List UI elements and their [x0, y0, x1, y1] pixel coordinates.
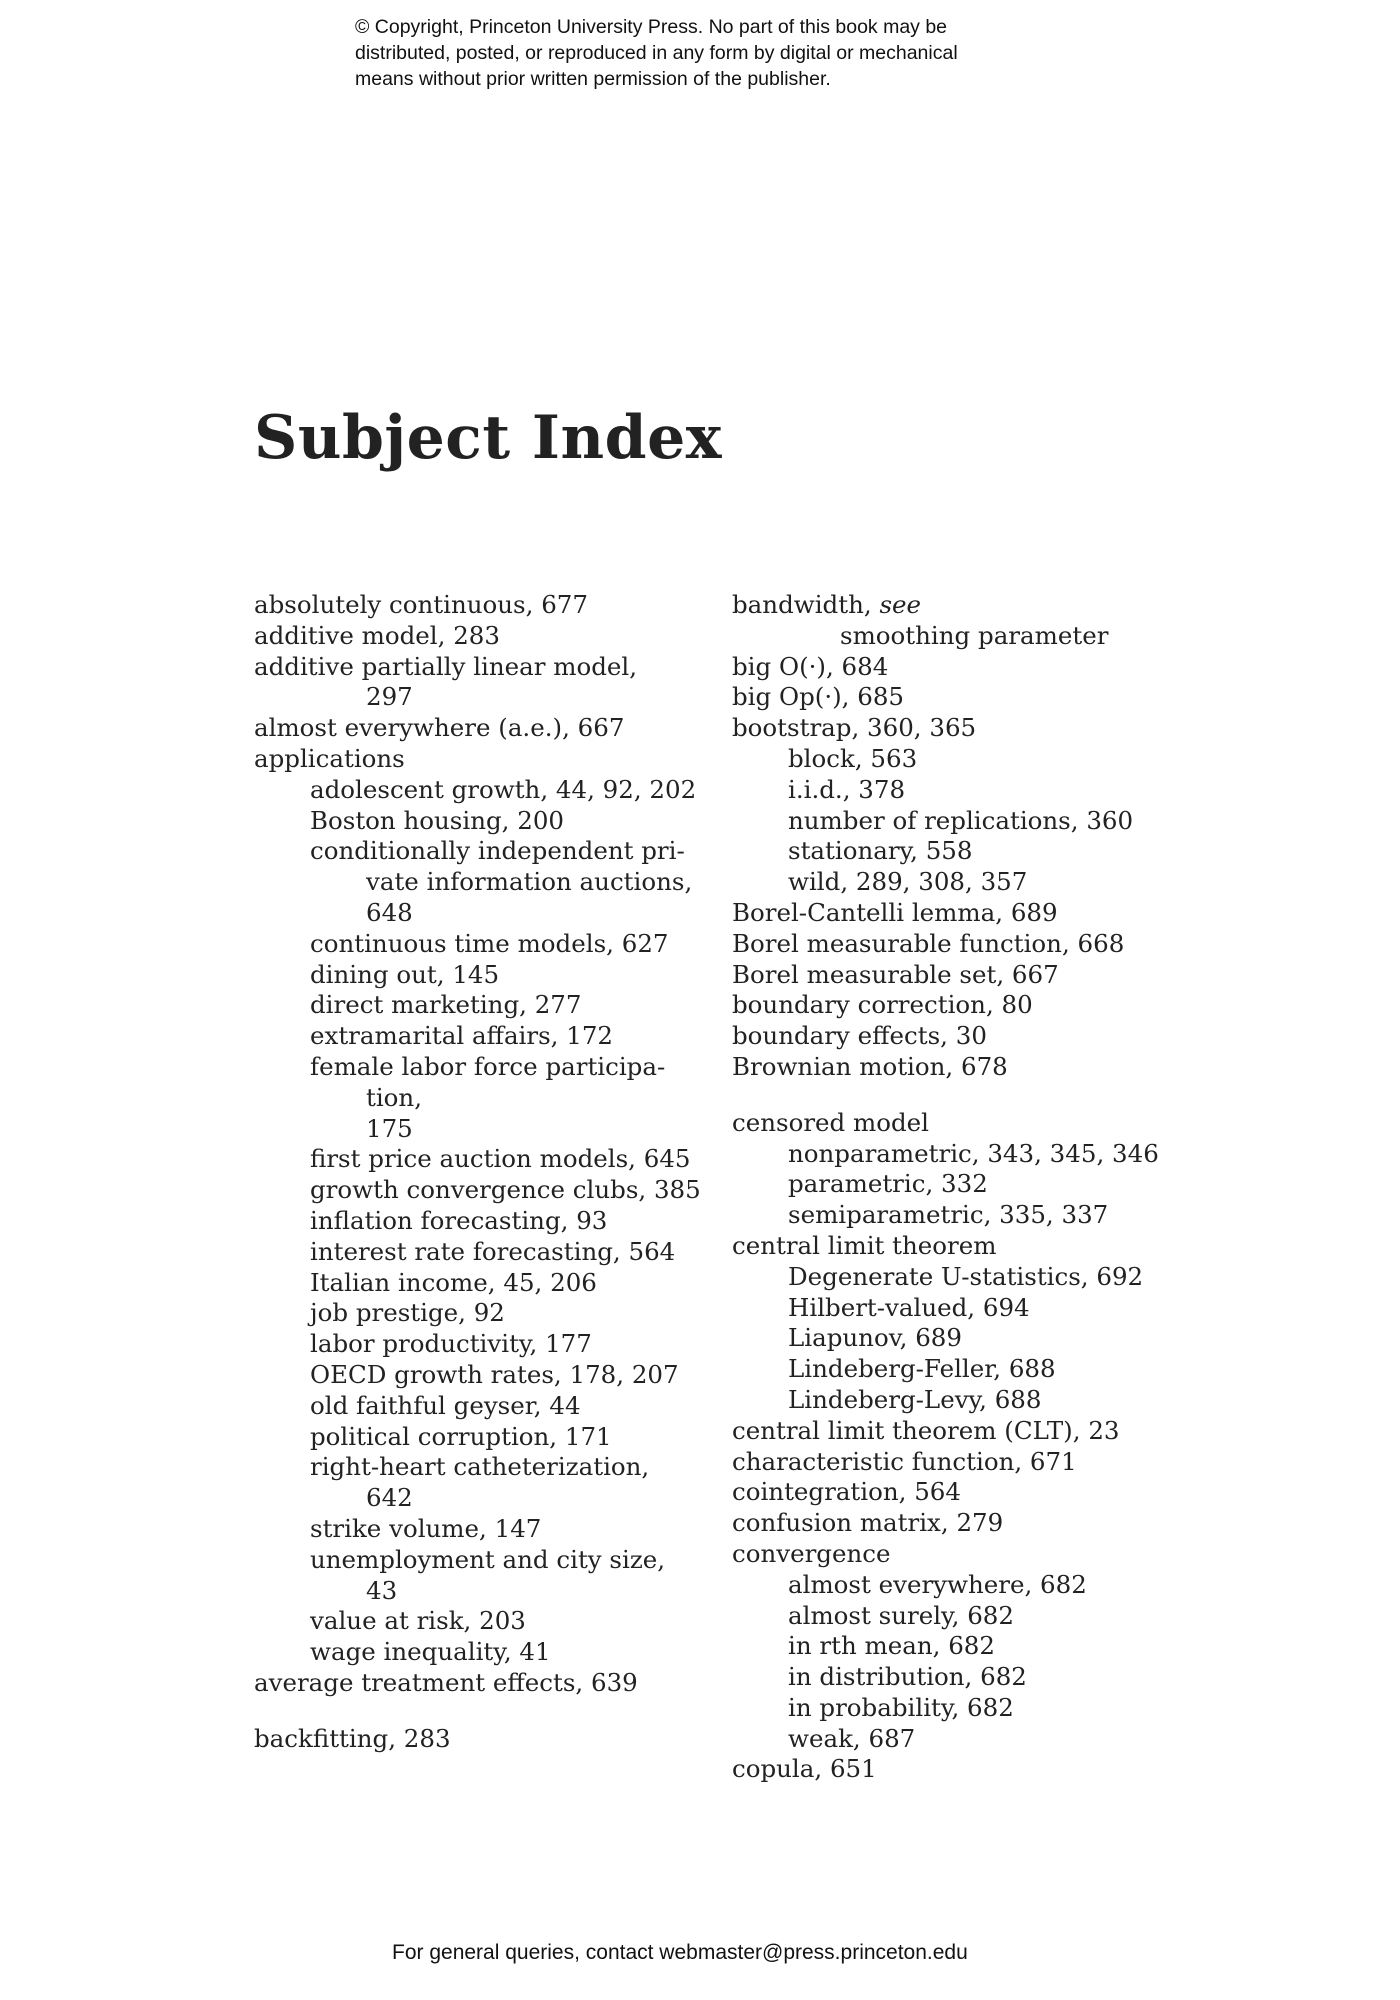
- index-entry-text: absolutely continuous, 677: [254, 590, 588, 619]
- index-subentry: [732, 1601, 1272, 1632]
- index-subentry: [254, 1052, 724, 1083]
- index-subentry: [254, 898, 724, 929]
- index-entry-text: in rth mean, 682: [788, 1631, 995, 1661]
- index-subentry: [732, 744, 1272, 775]
- index-subentry: [254, 1144, 724, 1175]
- index-subentry: [732, 1169, 1272, 1200]
- index-entry-text: almost everywhere (a.e.), 667: [254, 713, 625, 743]
- index-subentry: [254, 836, 724, 867]
- index-entry-text: Lindeberg-Feller, 688: [788, 1354, 1056, 1384]
- index-entry-text: bandwidth,: [732, 590, 880, 619]
- index-subentry: [732, 1200, 1272, 1231]
- index-entry: [254, 1668, 724, 1699]
- index-entry: [254, 621, 724, 652]
- index-column-right: [732, 590, 1272, 1785]
- index-entry-text: continuous time models, 627: [310, 928, 669, 958]
- index-entry: [732, 990, 1272, 1021]
- index-entry: [732, 1539, 1272, 1570]
- index-entry-text: job prestige, 92: [310, 1298, 505, 1328]
- index-subentry: [254, 1021, 724, 1052]
- index-entry: [732, 713, 1272, 744]
- index-entry: [732, 1754, 1272, 1785]
- index-entry: [732, 682, 1272, 713]
- index-entry: [732, 1231, 1272, 1262]
- index-entry-text: dining out, 145: [310, 959, 500, 989]
- index-entry: [254, 590, 724, 621]
- index-entry-text: Italian income, 45, 206: [310, 1267, 597, 1297]
- index-subentry: [254, 1083, 724, 1114]
- index-entry-text: 297: [366, 682, 413, 712]
- index-entry-text: semiparametric, 335, 337: [788, 1200, 1109, 1230]
- index-subentry: [254, 1545, 724, 1576]
- index-entry-text: strike volume, 147: [310, 1513, 542, 1543]
- index-subentry: [254, 1422, 724, 1453]
- index-entry-text: OECD growth rates, 178, 207: [310, 1359, 679, 1389]
- index-entry-text: wild, 289, 308, 357: [788, 867, 1028, 897]
- index-subentry: [732, 1631, 1272, 1662]
- index-subentry: [254, 1514, 724, 1545]
- copyright-line: © Copyright, Princeton University Press. No part of this book may be: [355, 16, 948, 38]
- index-entry-text: right-heart catheterization,: [310, 1452, 650, 1482]
- index-entry-text: Liapunov, 689: [788, 1323, 962, 1353]
- index-entry-text: stationary, 558: [788, 836, 973, 866]
- index-subentry: [254, 1175, 724, 1206]
- index-subentry: [732, 1662, 1272, 1693]
- index-entry-text: 43: [366, 1575, 398, 1605]
- index-subentry: [732, 1693, 1272, 1724]
- index-entry-text: Brownian motion, 678: [732, 1051, 1008, 1081]
- index-entry-text: in distribution, 682: [788, 1662, 1027, 1692]
- index-subentry: [254, 806, 724, 837]
- index-entry-text: first price auction models, 645: [310, 1144, 691, 1174]
- index-entry: [254, 1724, 724, 1755]
- index-entry: [732, 1052, 1272, 1083]
- index-subentry: [732, 1570, 1272, 1601]
- index-entry-text: political corruption, 171: [310, 1421, 612, 1451]
- index-entry-text: conditionally independent pri-: [310, 836, 685, 866]
- index-entry-text: applications: [254, 743, 405, 773]
- index-letter-gap: [254, 1699, 724, 1724]
- index-subentry: [254, 1268, 724, 1299]
- index-entry-text: wage inequality, 41: [310, 1637, 551, 1667]
- index-entry: [732, 1447, 1272, 1478]
- index-subentry: [732, 1354, 1272, 1385]
- index-subentry: [732, 867, 1272, 898]
- index-entry-text: copula, 651: [732, 1754, 877, 1784]
- index-entry-text: adolescent growth, 44, 92, 202: [310, 774, 697, 804]
- index-subentry: [732, 621, 1272, 652]
- index-entry-see-reference: see: [879, 590, 922, 619]
- index-subentry: [732, 1385, 1272, 1416]
- index-entry-text: old faithful geyser, 44: [310, 1390, 581, 1420]
- index-entry-text: characteristic function, 671: [732, 1446, 1077, 1476]
- index-entry-text: direct marketing, 277: [310, 990, 582, 1020]
- index-entry-text: unemployment and city size,: [310, 1544, 666, 1574]
- index-entry: [732, 1508, 1272, 1539]
- index-entry-text: i.i.d., 378: [788, 774, 906, 804]
- index-subentry: [254, 1391, 724, 1422]
- index-entry-text: weak, 687: [788, 1723, 916, 1753]
- index-entry: [732, 1477, 1272, 1508]
- index-subentry: [732, 836, 1272, 867]
- index-entry: [254, 652, 724, 683]
- copyright-notice: [355, 14, 1115, 92]
- index-entry-text: boundary effects, 30: [732, 1021, 987, 1051]
- copyright-line: distributed, posted, or reproduced in any form by digital or mechanical: [355, 42, 958, 64]
- index-entry: [732, 1021, 1272, 1052]
- index-entry-text: tion,: [366, 1082, 422, 1112]
- index-entry: [732, 652, 1272, 683]
- index-subentry: [254, 775, 724, 806]
- index-entry-text: Borel-Cantelli lemma, 689: [732, 897, 1058, 927]
- index-subentry: [254, 867, 724, 898]
- index-entry-text: Lindeberg-Levy, 688: [788, 1384, 1042, 1414]
- index-letter-gap: [732, 1083, 1272, 1108]
- index-entry-text: smoothing parameter: [840, 620, 1109, 650]
- index-entry-text: almost everywhere, 682: [788, 1569, 1087, 1599]
- footer-contact: For general queries, contact webmaster@press.princeton.edu: [392, 1941, 968, 1964]
- index-entry-text: extramarital affairs, 172: [310, 1021, 614, 1051]
- index-entry-text: female labor force participa-: [310, 1051, 666, 1081]
- index-column-left: [254, 590, 724, 1754]
- index-entry: [732, 1108, 1272, 1139]
- index-entry-text: convergence: [732, 1538, 891, 1568]
- index-subentry: [732, 806, 1272, 837]
- index-entry-text: Degenerate U-statistics, 692: [788, 1261, 1144, 1291]
- index-entry-text: number of replications, 360: [788, 805, 1134, 835]
- page-title: Subject Index: [254, 403, 723, 473]
- index-entry-text: inflation forecasting, 93: [310, 1205, 608, 1235]
- index-subentry: [254, 1298, 724, 1329]
- index-entry-text: 648: [366, 897, 413, 927]
- index-entry: [254, 744, 724, 775]
- index-subentry: [254, 960, 724, 991]
- index-entry-text: big Op(·), 685: [732, 682, 905, 712]
- index-subentry: [254, 1452, 724, 1483]
- index-entry-text: Borel measurable function, 668: [732, 928, 1125, 958]
- index-entry-text: Borel measurable set, 667: [732, 959, 1059, 989]
- index-entry-text: Hilbert-valued, 694: [788, 1292, 1030, 1322]
- index-entry-text: big O(·), 684: [732, 651, 889, 681]
- index-entry-text: nonparametric, 343, 345, 346: [788, 1138, 1159, 1168]
- index-subentry: [254, 1360, 724, 1391]
- index-entry-text: growth convergence clubs, 385: [310, 1175, 701, 1205]
- index-subentry: [254, 1206, 724, 1237]
- index-entry-text: vate information auctions,: [366, 867, 693, 897]
- index-entry-text: additive partially linear model,: [254, 651, 638, 681]
- index-entry-text: block, 563: [788, 743, 918, 773]
- index-entry-text: 175: [366, 1113, 413, 1143]
- index-entry-text: labor productivity, 177: [310, 1329, 592, 1359]
- index-subentry: [254, 682, 724, 713]
- index-entry-text: value at risk, 203: [310, 1606, 526, 1636]
- index-entry-text: 642: [366, 1483, 413, 1513]
- index-subentry: [254, 1114, 724, 1145]
- index-entry-text: bootstrap, 360, 365: [732, 713, 977, 743]
- index-subentry: [732, 775, 1272, 806]
- index-subentry: [254, 1606, 724, 1637]
- index-entry-text: in probability, 682: [788, 1692, 1014, 1722]
- index-entry: [732, 898, 1272, 929]
- index-entry-text: central limit theorem: [732, 1230, 997, 1260]
- index-entry-text: interest rate forecasting, 564: [310, 1236, 676, 1266]
- index-entry: [732, 590, 1272, 621]
- index-entry-text: additive model, 283: [254, 620, 500, 650]
- index-subentry: [254, 1576, 724, 1607]
- index-subentry: [254, 1329, 724, 1360]
- index-subentry: [732, 1293, 1272, 1324]
- index-entry-text: parametric, 332: [788, 1169, 988, 1199]
- index-subentry: [254, 1237, 724, 1268]
- copyright-line: means without prior written permission of the publisher.: [355, 68, 831, 90]
- index-entry-text: average treatment effects, 639: [254, 1667, 638, 1697]
- index-subentry: [254, 1483, 724, 1514]
- index-entry: [732, 1416, 1272, 1447]
- index-entry-text: backfitting, 283: [254, 1723, 451, 1753]
- index-subentry: [732, 1262, 1272, 1293]
- index-subentry: [732, 1139, 1272, 1170]
- index-entry-text: cointegration, 564: [732, 1477, 961, 1507]
- index-entry-text: almost surely, 682: [788, 1600, 1014, 1630]
- index-entry-text: central limit theorem (CLT), 23: [732, 1415, 1120, 1445]
- index-subentry: [254, 1637, 724, 1668]
- index-entry-text: censored model: [732, 1107, 930, 1137]
- index-entry: [254, 713, 724, 744]
- index-entry-text: boundary correction, 80: [732, 990, 1033, 1020]
- index-subentry: [732, 1724, 1272, 1755]
- index-entry: [732, 960, 1272, 991]
- index-entry-text: Boston housing, 200: [310, 805, 565, 835]
- index-subentry: [254, 929, 724, 960]
- index-entry-text: confusion matrix, 279: [732, 1508, 1004, 1538]
- index-entry: [732, 929, 1272, 960]
- index-subentry: [254, 990, 724, 1021]
- index-subentry: [732, 1323, 1272, 1354]
